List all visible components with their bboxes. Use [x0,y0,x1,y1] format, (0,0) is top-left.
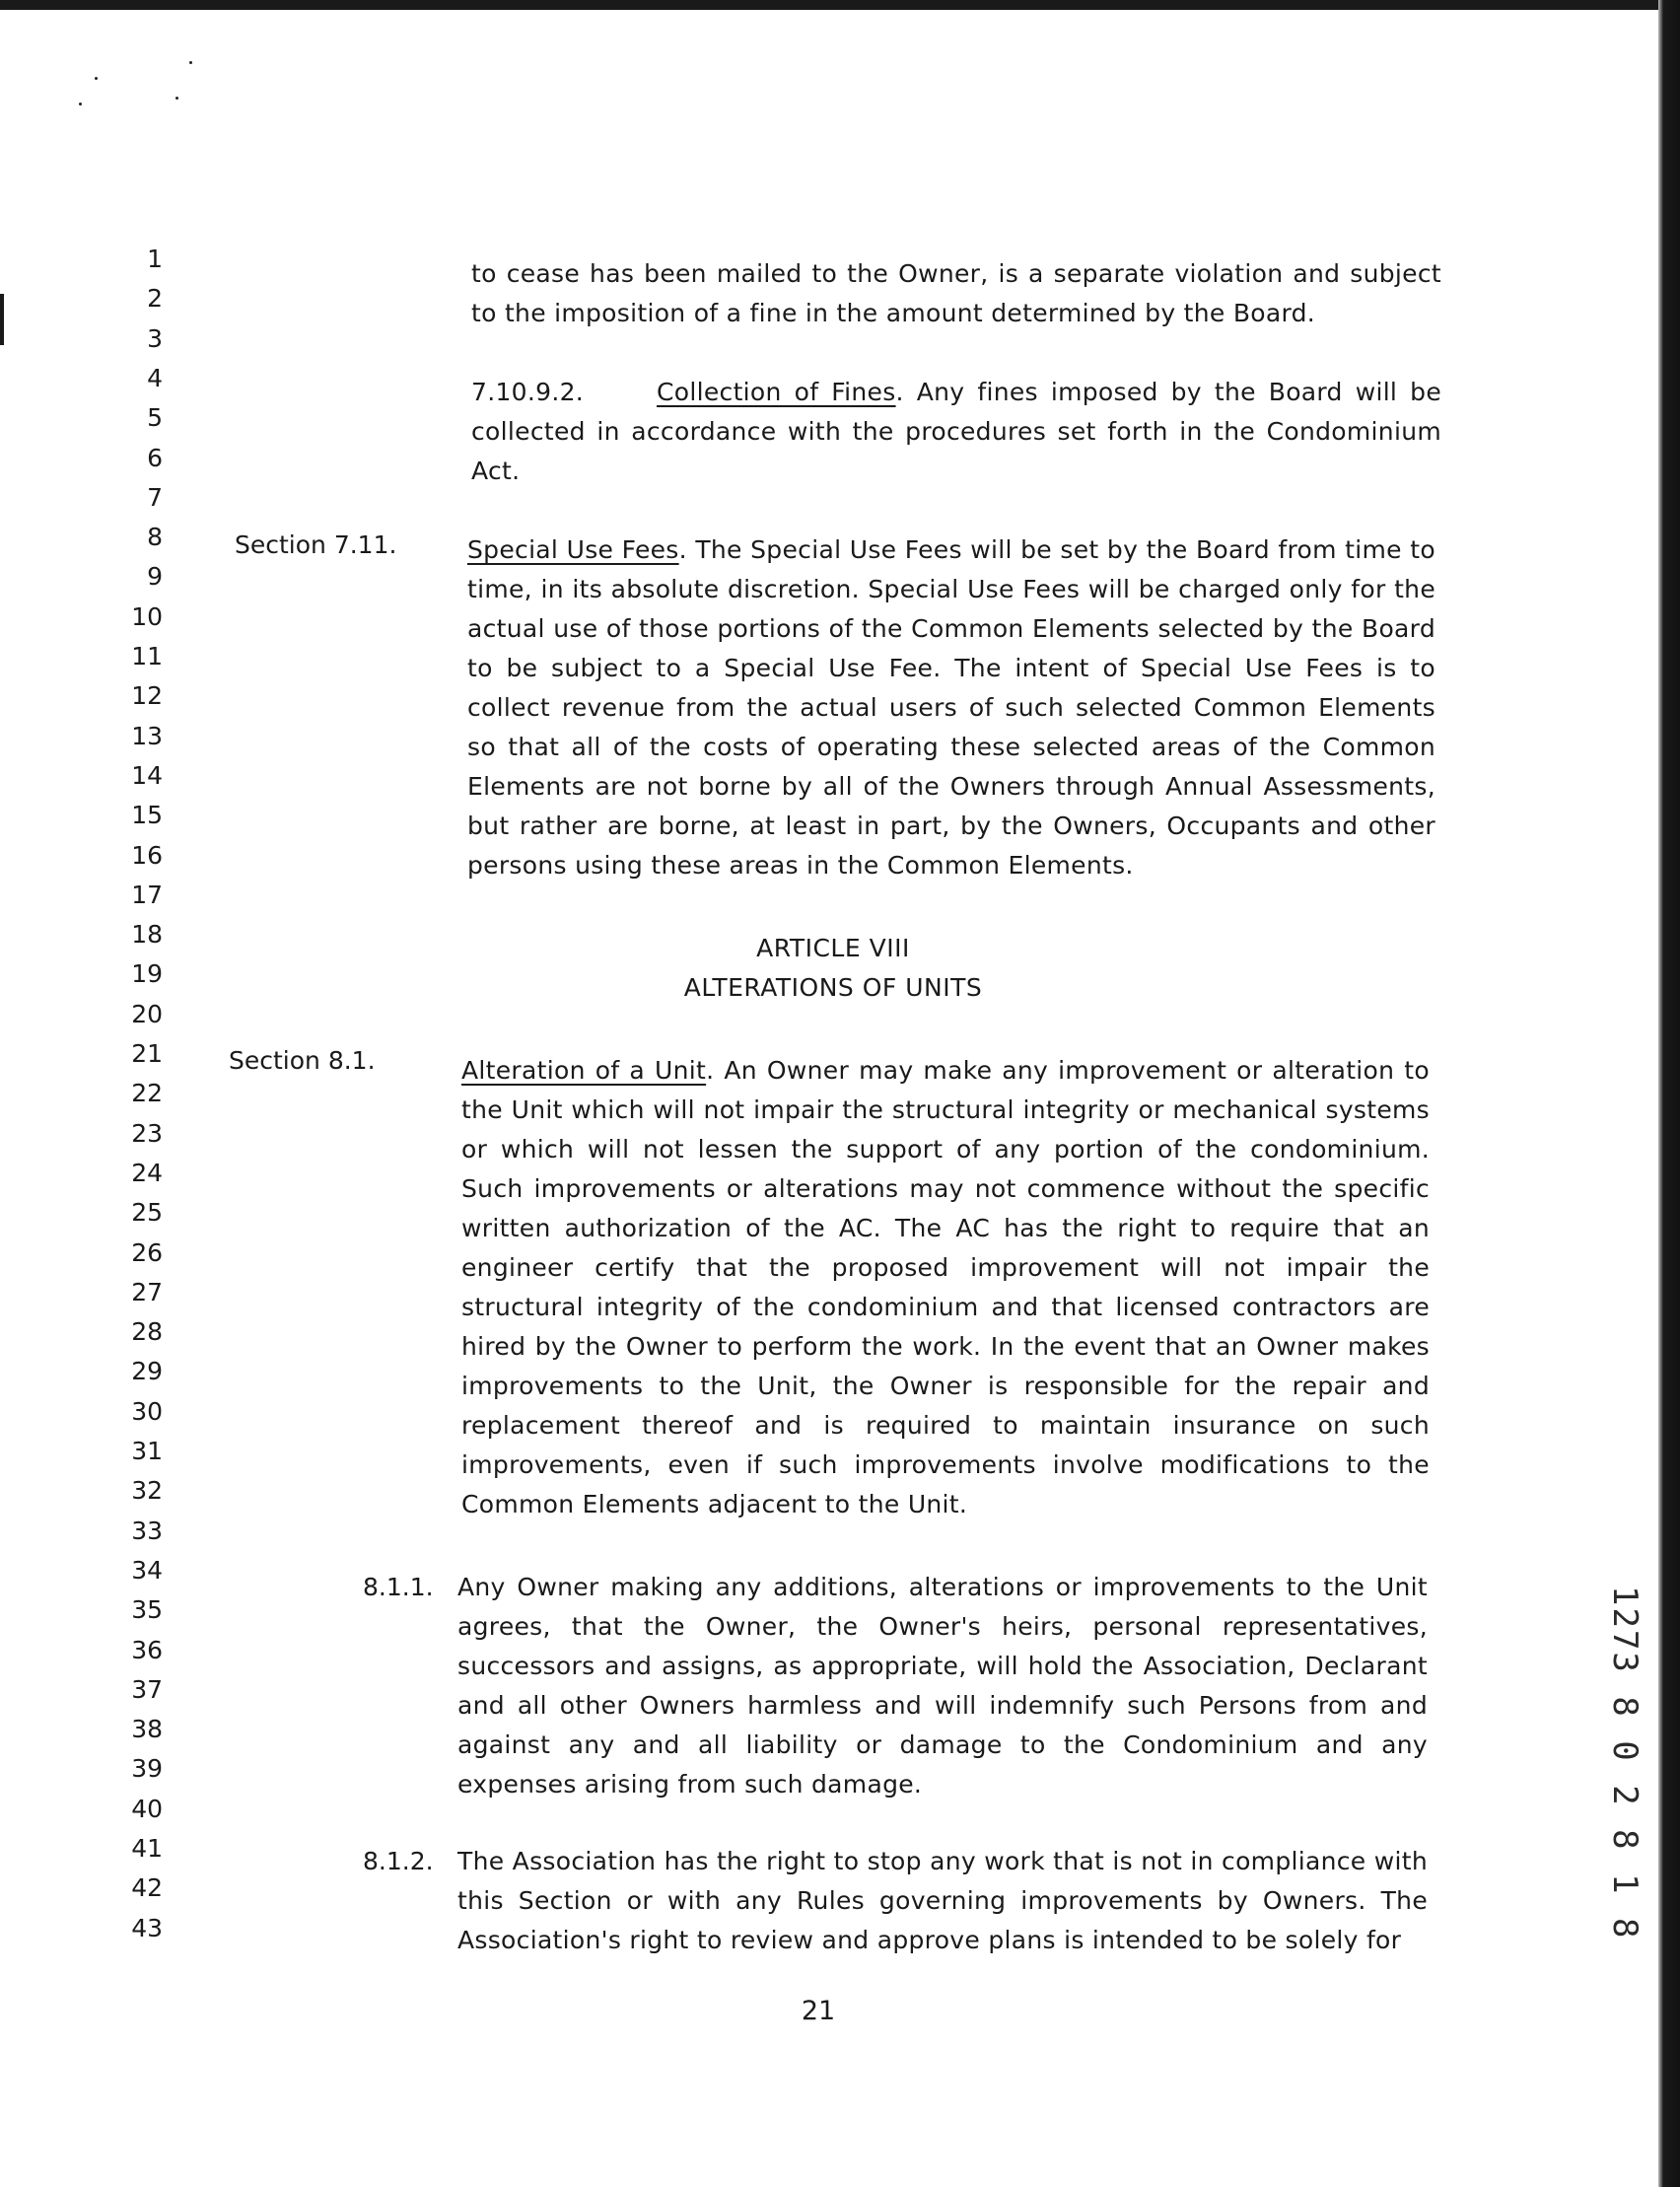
line-number: 9 [147,562,163,592]
line-number: 13 [131,721,163,750]
paragraph-7-10-9-2 [471,373,1441,491]
subsection-title: Collection of Fines [657,378,896,406]
line-number: 41 [131,1834,163,1863]
line-number: 12 [131,681,163,711]
line-number: 8 [147,523,163,552]
line-number: 21 [131,1039,163,1068]
line-number: 33 [131,1516,163,1545]
paragraph-text: . An Owner may make any improvement or alteration to the Unit which will not impair the structural integrity or mechanical systems or which will not lessen the support of any portion of the condominium. Such improvements or alterations may not commence without the specific written authorization of the AC. The AC has the right to require that an engineer certify that the proposed improvement will not impair the structural integrity of the condominium and that licensed contractors are hired by the Owner to perform the work. In the event that an Owner makes improvements to the Unit, the Owner is responsible for the repair and replacement thereof and is required to maintain insurance on such improvements, even if such improvements involve modifications to the Common Elements adjacent to the Unit. [461,1056,1430,1518]
line-number: 26 [131,1237,163,1267]
line-number: 34 [131,1555,163,1585]
line-number: 40 [131,1794,163,1823]
page-number: 21 [801,1996,836,2026]
line-number: 3 [147,323,163,353]
line-number: 7 [147,482,163,512]
line-number: 18 [131,920,163,950]
line-number: 25 [131,1198,163,1228]
line-number: 35 [131,1595,163,1625]
subsection-label-8-1-2: 8.1.2. [363,1847,434,1875]
line-number: 5 [147,403,163,433]
scan-speck [189,61,192,64]
line-number: 17 [131,880,163,909]
paragraph-8-1-2 [457,1842,1428,1960]
line-number: 23 [131,1118,163,1148]
line-number: 10 [131,601,163,631]
paragraph-section-8-1 [461,1051,1430,1524]
line-number: 4 [147,363,163,392]
scan-edge-top [0,0,1680,10]
line-number: 2 [147,284,163,314]
line-number: 43 [131,1913,163,1942]
paragraph-8-1-1 [457,1568,1428,1804]
paragraph-text: . The Special Use Fees will be set by the Board from time to time, in its absolute discretion. Special Use Fees will be charged only for the actual use of those portions of the Common Elements selected by the Board to be subject to a Special Use Fee. The intent of Special Use Fees is to collect revenue from the actual users of such selected Common Elements so that all of the costs of operating these selected areas of the Common Elements are not borne by all of the Owners through Annual Assessments, but rather are borne, at least in part, by the Owners, Occupants and other persons using these areas in the Common Elements. [467,535,1435,880]
scan-edge-right [1658,0,1680,2187]
paragraph-text: . Any fines imposed by the Board will be collected in accordance with the procedures set forth in the Condominium Act. [471,378,1441,485]
line-number: 6 [147,443,163,472]
section-title: Special Use Fees [467,535,679,564]
subsection-label-8-1-1: 8.1.1. [363,1573,434,1601]
scan-speck [79,103,82,106]
line-number: 32 [131,1476,163,1506]
line-number: 27 [131,1277,163,1306]
line-number: 24 [131,1158,163,1187]
scan-speck [175,97,178,100]
scan-edge-left [0,294,4,345]
line-number: 11 [131,642,163,670]
line-number: 14 [131,760,163,790]
article-title: ALTERATIONS OF UNITS [683,973,983,1002]
line-number: 15 [131,801,163,830]
line-number: 37 [131,1674,163,1704]
subsection-number: 7.10.9.2. [471,378,585,406]
paragraph-text: Any Owner making any additions, alterations or improvements to the Unit agrees, that the Owner, the Owner's heirs, personal representatives, successors and assigns, as appropriate, will hold the Association, Declarant and all other Owners harmless and will indemnify such Persons from and against any and all liability or damage to the Condominium and any expenses arising from such damage. [457,1573,1428,1799]
line-number: 28 [131,1317,163,1347]
line-number: 42 [131,1873,163,1903]
paragraph-text: The Association has the right to stop any work that is not in compliance with this Section or with any Rules governing improvements by Owners. The Association's right to review and approve plans is intended to be solely for [457,1847,1428,1954]
section-title: Alteration of a Unit [461,1056,707,1085]
line-number: 36 [131,1635,163,1664]
paragraph-fine-continuation [471,254,1441,333]
paragraph-text: to cease has been mailed to the Owner, is a separate violation and subject to the imposition of a fine in the amount determined by the Board. [471,259,1441,327]
line-number: 31 [131,1437,163,1465]
line-number: 19 [131,959,163,989]
line-number: 39 [131,1754,163,1784]
line-number: 16 [131,840,163,870]
paragraph-section-7-11 [467,530,1435,885]
line-number: 30 [131,1396,163,1426]
line-number: 1 [147,245,163,273]
margin-reception-stamp: 1273 8 0 2 8 1 8 [1605,1586,1645,1940]
line-number: 22 [131,1079,163,1108]
section-label-8-1: Section 8.1. [229,1046,376,1075]
line-number: 38 [131,1715,163,1744]
line-number: 29 [131,1357,163,1386]
line-number: 20 [131,999,163,1028]
scan-speck [95,77,98,80]
article-number: ARTICLE VIII [756,934,910,962]
section-label-7-11: Section 7.11. [235,530,397,559]
